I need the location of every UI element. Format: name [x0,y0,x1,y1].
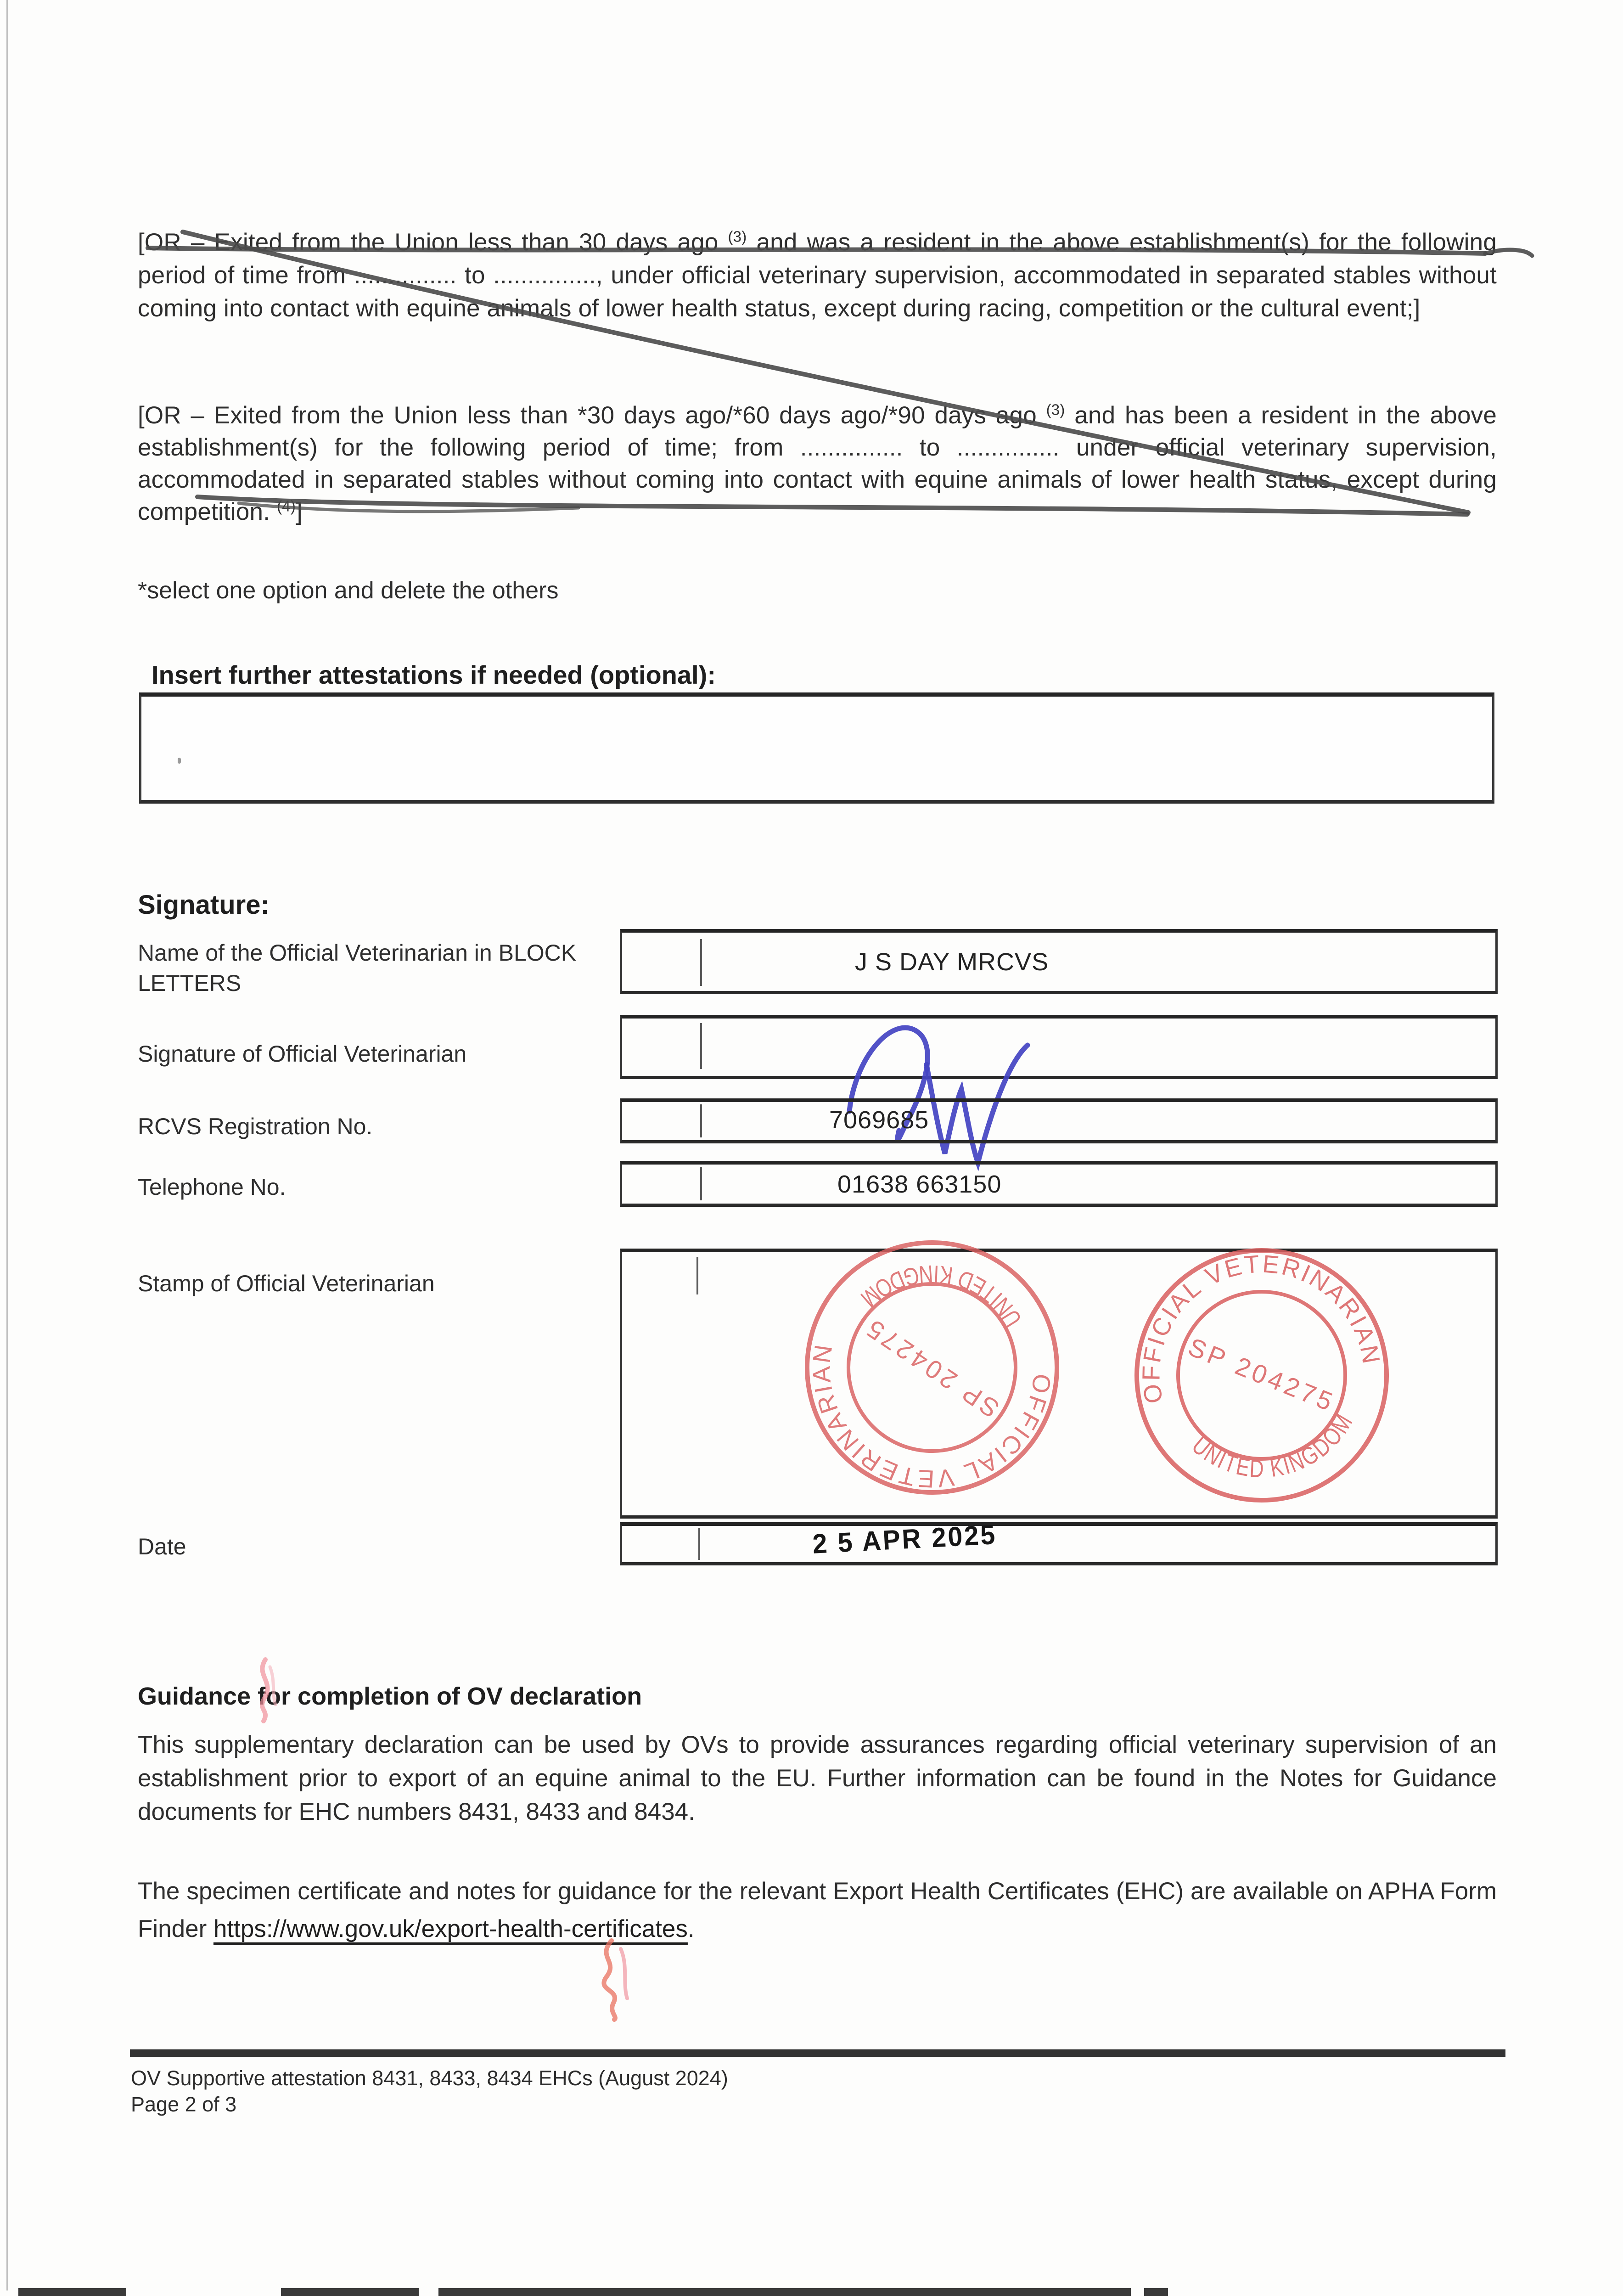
option2-text: ] [296,498,303,525]
date-stamp-value: 2 5 APR 2025 [812,1519,998,1559]
phone-field-label: Telephone No. [138,1174,286,1200]
footnote-3-superscript: (3) [1046,401,1065,418]
stamp-code-text: SP 204275 [859,1312,1005,1424]
guidance-heading: Guidance for completion of OV declaration [138,1683,642,1710]
date-field-label: Date [138,1534,186,1559]
ehc-availability-text: . [687,1915,695,1942]
signature-field-label: Signature of Official Veterinarian [138,1041,467,1067]
phone-field-value: 01638 663150 [837,1171,1002,1198]
ehc-availability-text: The specimen certificate and notes for guidance for the relevant Export Health Certificates (EHC) are available on APHA Form Finder [138,1878,1497,1942]
rcvs-field-value: 7069685 [829,1106,929,1134]
stamp-arc-bottom-text: UNITED KINGDOM [1186,1404,1361,1483]
rcvs-field-label: RCVS Registration No. [138,1114,373,1139]
attestations-heading: Insert further attestations if needed (optional): [152,660,716,689]
stamp-arc-top-text: OFFICIAL VETERINARIAN [1137,1250,1386,1406]
signature-section-heading: Signature: [138,890,270,920]
footer-document-title: OV Supportive attestation 8431, 8433, 8434 EHCs (August 2024) [131,2066,728,2090]
option1-text: [OR – Exited from the Union less than 30 days ago [138,229,728,256]
footnote-4-superscript: (4) [277,497,296,515]
stamp-field-label: Stamp of Official Veterinarian [138,1271,435,1296]
guidance-body-paragraph: This supplementary declaration can be used by OVs to provide assurances regarding official veterinary supervision of an establishment prior to export of an equine animal to the EU. Further information can be found in the Notes for Guidance documents for EHC numbers 8431, 8433 and 8434. [138,1731,1497,1825]
option2-text: and has been a resident in the above establishment(s) for the following period of time; from ............... to ............... under official veterinary supervision, accommodated in separated stables without coming into contact with equine animals of lower health status, except during competition. [138,402,1497,525]
option2-text: [OR – Exited from the Union less than *30 days ago/*60 days ago/*90 days ago [138,402,1046,429]
option1-text: and was a resident in the above establishment(s) for the following period of time from ............... to ..............., under official veterinary supervision, accommodated in separated stables without coming into contact with equine animals of lower health status, except during racing, competition or the cultural event;] [138,229,1497,322]
footer-page-number: Page 2 of 3 [131,2093,237,2116]
export-health-certificates-link[interactable]: https://www.gov.uk/export-health-certificates [213,1915,688,1942]
select-option-note: *select one option and delete the others [138,577,559,604]
name-field-value: J S DAY MRCVS [855,948,1049,976]
footnote-3-superscript: (3) [728,228,747,245]
stamp-arc-top-text: OFFICIAL VETERINARIAN [808,1341,1056,1493]
name-field-label: Name of the Official Veterinarian in BLOCK LETTERS [138,940,577,996]
stamp-arc-bottom-text: UNITED KINGDOM [851,1260,1028,1332]
footer-rule [130,2049,1505,2057]
stamp-code-text: SP 204275 [1184,1332,1340,1418]
